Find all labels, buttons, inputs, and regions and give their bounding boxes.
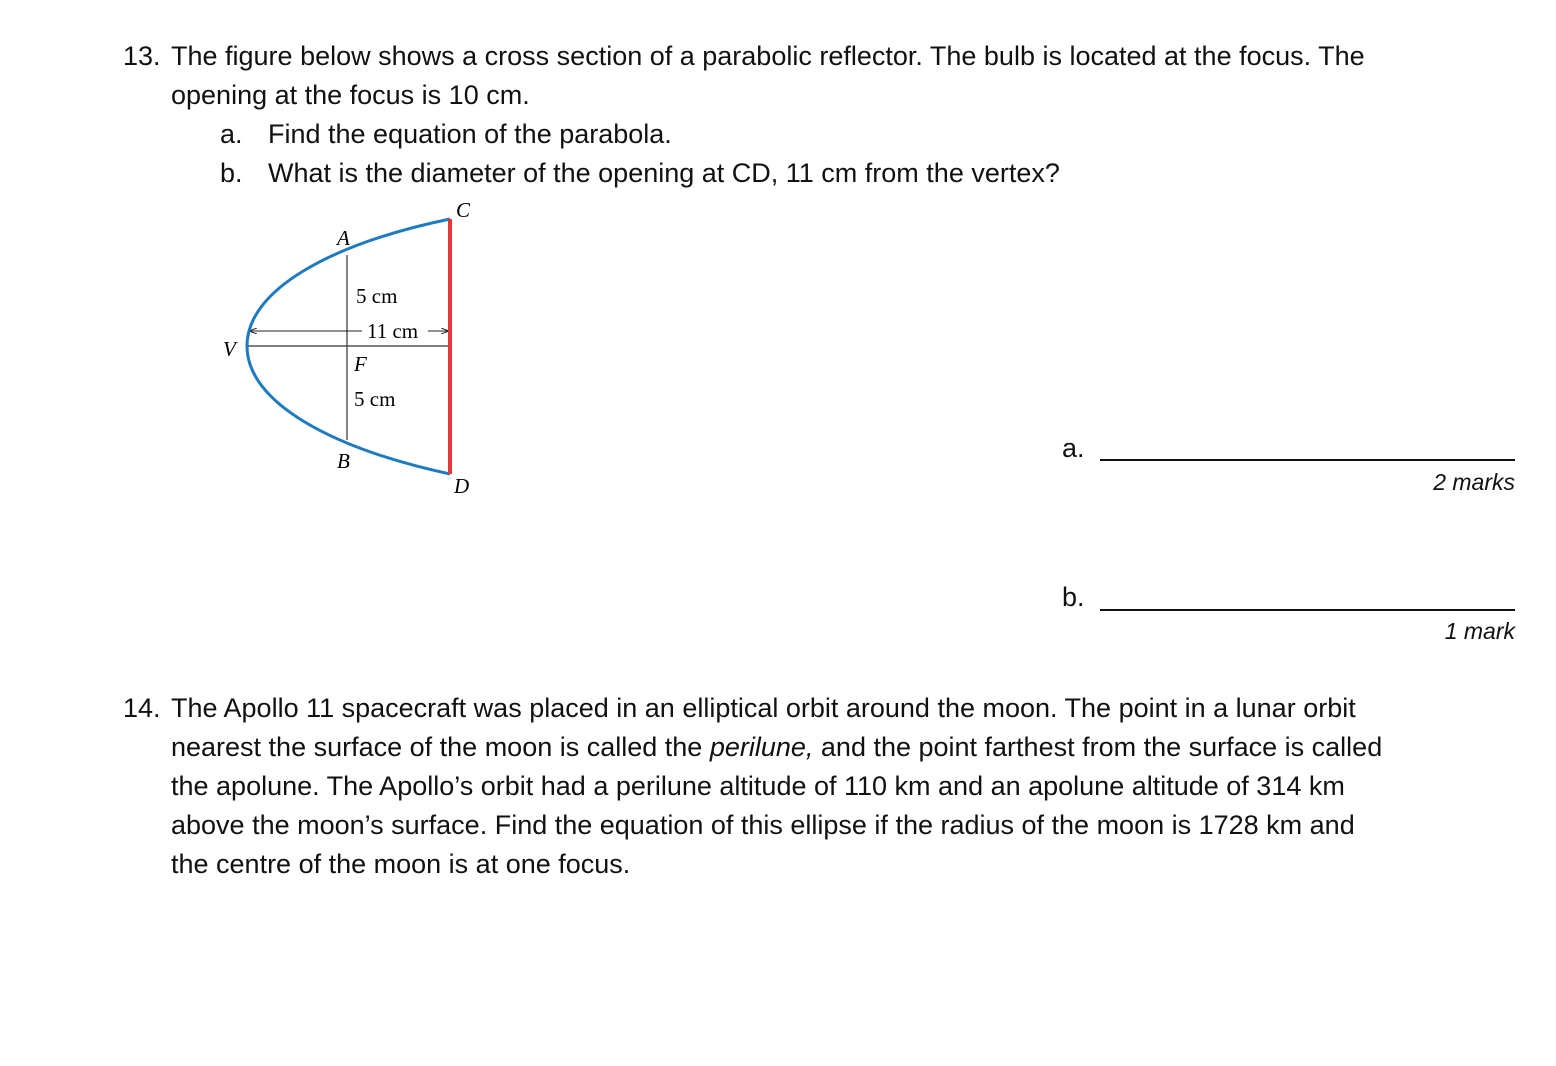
text-run: nearest the surface of the moon is called the [171,732,710,762]
label-b: B [337,449,350,473]
term-perilune: perilune, [709,732,814,762]
label-v: V [223,337,236,361]
text-run: and the point farthest from the surface is called [813,732,1383,762]
answer-b-label: b. [1062,582,1085,612]
question-text: The Apollo 11 spacecraft was placed in an elliptical orbit around the moon. The point in a lunar orbit [171,693,1356,723]
upper-dimension: 5 cm [356,284,398,308]
part-label: a. [220,119,243,149]
answer-a-label: a. [1062,433,1085,463]
part-text: Find the equation of the parabola. [268,119,672,149]
parabolic-reflector-figure [0,0,600,520]
question-text [171,731,1382,763]
answer-b-marks: 1 mark [1444,618,1515,644]
label-d: D [454,474,470,498]
answer-b-line[interactable] [1100,609,1515,611]
question-text: The figure below shows a cross section of a parabolic reflector. The bulb is located at the focus. The [171,41,1365,71]
question-text: the apolune. The Apollo’s orbit had a perilune altitude of 110 km and an apolune altitude of 314 km [171,771,1345,801]
label-f: F [354,352,367,376]
question-number: 13. [123,41,161,71]
answer-a-line[interactable] [1100,459,1515,461]
label-c: C [456,198,471,222]
axis-dimension: 11 cm [367,319,419,343]
question-text: opening at the focus is 10 cm. [171,80,530,110]
answer-a-marks: 2 marks [1433,469,1515,495]
question-number: 14. [123,693,161,723]
label-a: A [337,226,350,250]
part-label: b. [220,158,243,188]
part-text: What is the diameter of the opening at CD, 11 cm from the vertex? [268,158,1060,188]
question-text: above the moon’s surface. Find the equation of this ellipse if the radius of the moon is 1728 km and [171,810,1355,840]
lower-dimension: 5 cm [354,387,396,411]
question-text: the centre of the moon is at one focus. [171,849,631,879]
